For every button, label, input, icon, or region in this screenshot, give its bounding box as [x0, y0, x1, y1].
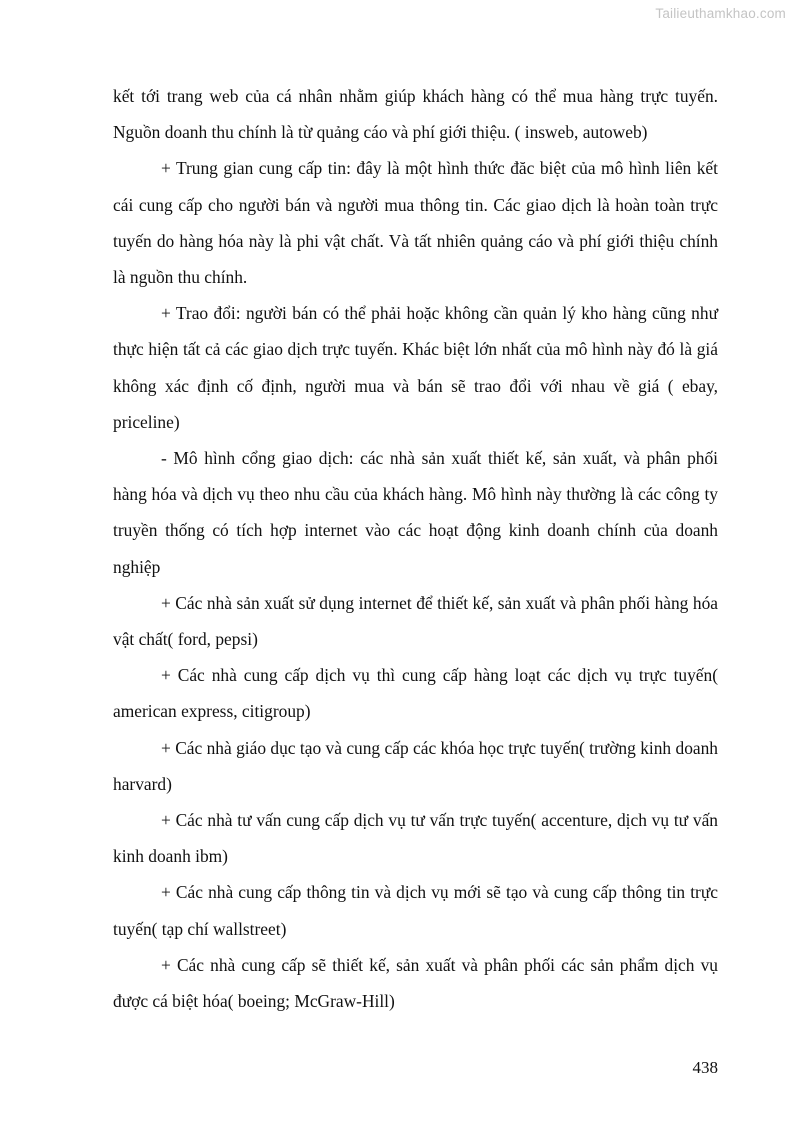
paragraph-info-intermediary: + Trung gian cung cấp tin: đây là một hình thức đăc biệt của mô hình liên kết cái cung cấp cho người bán và người mua thông tin. Các giao dịch là hoàn toàn trực tuyến do hàng hóa này là phi vật chất. Và tất nhiên quảng cáo và phí giới thiệu chính là nguồn thu chính. — [113, 158, 718, 288]
paragraph-manufacturers: + Các nhà sản xuất sử dụng internet để thiết kế, sản xuất và phân phối hàng hóa vật chất( ford, pepsi) — [113, 592, 718, 650]
page-number: 438 — [692, 1058, 718, 1077]
paragraph-transaction-portal-model: - Mô hình cổng giao dịch: các nhà sản xuất thiết kế, sản xuất, và phân phối hàng hóa và dịch vụ theo nhu cầu của khách hàng. Mô hình này thường là các công ty truyền thống có tích hợp internet vào các hoạt động kinh doanh chính của doanh nghiệp — [113, 448, 718, 577]
page-body — [113, 78, 718, 1019]
paragraph-service-providers: + Các nhà cung cấp dịch vụ thì cung cấp hàng loạt các dịch vụ trực tuyến( american express, citigroup) — [113, 665, 718, 722]
paragraph-consultants: + Các nhà tư vấn cung cấp dịch vụ tư vấn trực tuyến( accenture, dịch vụ tư vấn kinh doanh ibm) — [113, 810, 718, 867]
paragraph-exchange: + Trao đổi: người bán có thể phải hoặc không cần quản lý kho hàng cũng như thực hiện tất cả các giao dịch trực tuyến. Khác biệt lớn nhất của mô hình này đó là giá không xác định cố định, người mua và bán sẽ trao đổi với nhau về giá ( ebay, priceline) — [113, 303, 718, 432]
site-watermark: Tailieuthamkhao.com — [655, 6, 786, 21]
paragraph-customized-providers: + Các nhà cung cấp sẽ thiết kế, sản xuất và phân phối các sản phẩm dịch vụ được cá biệt hóa( boeing; McGraw-Hill) — [113, 954, 718, 1012]
paragraph-continuation: kết tới trang web của cá nhân nhằm giúp khách hàng có thể mua hàng trực tuyến. Nguồn doanh thu chính là từ quảng cáo và phí giới thiệu. ( insweb, autoweb) — [113, 86, 718, 143]
paragraph-information-providers: + Các nhà cung cấp thông tin và dịch vụ mới sẽ tạo và cung cấp thông tin trực tuyến( tạp chí wallstreet) — [113, 882, 718, 939]
paragraph-educators: + Các nhà giáo dục tạo và cung cấp các khóa học trực tuyến( trường kinh doanh harvard) — [113, 737, 718, 794]
